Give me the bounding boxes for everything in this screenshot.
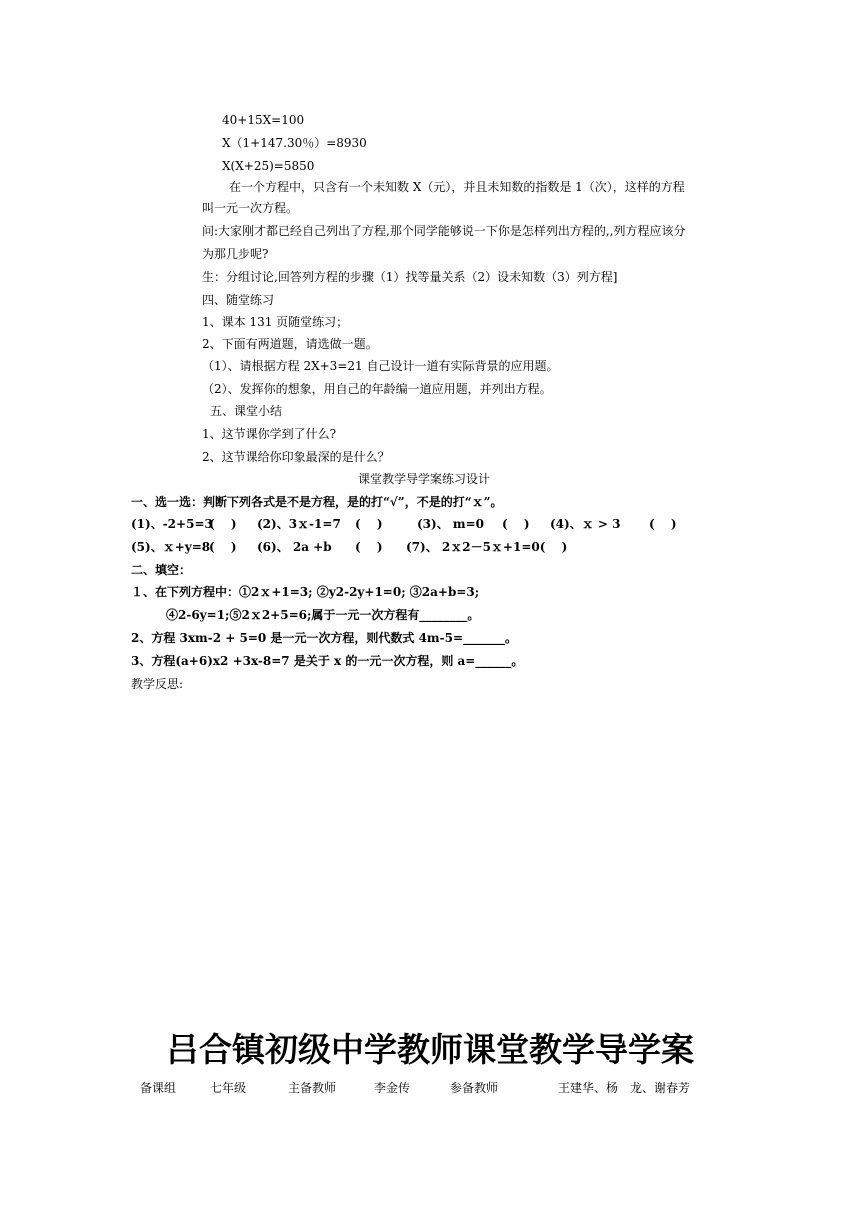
- grade: 七年级: [210, 1081, 247, 1095]
- answer-blank: ( ): [649, 517, 677, 531]
- exercise-item: (4)、ｘ > 3: [550, 517, 621, 531]
- exercise-item: (5)、ｘ+y=8: [131, 540, 211, 554]
- answer-blank: ( ): [355, 540, 383, 554]
- answer-blank: ( ): [355, 517, 383, 531]
- definition-line-1: 在一个方程中，只含有一个未知数 X（元），并且未知数的指数是 1（次），这样的方程: [229, 180, 685, 194]
- exercise-part-one: 一、选一选：判断下列各式是不是方程，是的打“√”，不是的打“ｘ”。: [131, 495, 503, 509]
- exercise-item: (1)、-2+5=3: [131, 517, 213, 531]
- exercise-part-two: 二、填空：: [131, 563, 192, 577]
- definition-line-2: 叫一元一次方程。: [202, 201, 299, 215]
- exercise-row-1: [131, 516, 731, 532]
- equation-1: 40+15X=100: [222, 113, 305, 127]
- equation-2: X（1+147.30％）=8930: [222, 136, 367, 150]
- practice-item-2: 2、下面有两道题，请选做一题。: [202, 337, 378, 351]
- fill-item-3: 3、方程(a+6)x2 +3x-8=7 是关于 x 的一元一次方程，则 a=______。: [131, 654, 524, 668]
- co-teacher-label: 参备教师: [450, 1081, 499, 1095]
- exercise-item: (3)、 m=0: [417, 517, 484, 531]
- fill-item-1-line-2: ④2-6y=1;⑤2ｘ2+5=6;属于一元一次方程有________。: [166, 608, 480, 622]
- practice-option-1: （1）、请根据方程 2X+3=21 自己设计一道有实际背景的应用题。: [202, 359, 559, 373]
- summary-item-2: 2、这节课给你印象最深的是什么？: [202, 450, 390, 464]
- co-teacher-names: 王建华、杨 龙、谢春芳: [558, 1081, 691, 1095]
- equation-3: X(X+25)=5850: [222, 159, 315, 173]
- answer-blank: ( ): [209, 517, 237, 531]
- main-teacher-name: 李金传: [374, 1081, 411, 1095]
- student-answer: 生：分组讨论,回答列方程的步骤（1）找等量关系（2）设未知数（3）列方程]: [202, 270, 618, 284]
- answer-blank: ( ): [209, 540, 237, 554]
- summary-item-1: 1、这节课你学到了什么?: [202, 427, 337, 441]
- section-four-heading: 四、随堂练习: [202, 293, 275, 307]
- teaching-reflection-label: 教学反思:: [131, 677, 184, 691]
- practice-item-1: 1、课本 131 页随堂练习；: [202, 315, 349, 329]
- exercise-item: (6)、 2a +b: [257, 540, 332, 554]
- main-teacher-label: 主备教师: [288, 1081, 337, 1095]
- question-line-1: 问:大家刚才都已经自己列出了方程,那个同学能够说一下你是怎样列出方程的,,列方程应该分: [202, 224, 686, 238]
- section-five-heading: 五、课堂小结: [210, 404, 283, 418]
- question-line-2: 为那几步呢?: [202, 247, 269, 261]
- fill-item-2: 2、方程 3xm-2 + 5=0 是一元一次方程，则代数式 4m-5=_______。: [131, 631, 518, 645]
- fill-item-1-line-1: １、在下列方程中：①2ｘ+1=3; ②y2-2y+1=0; ③2a+b=3;: [131, 585, 480, 599]
- group-label: 备课组: [140, 1081, 177, 1095]
- exercise-item: (7)、 2ｘ2－5ｘ+1=0( ): [406, 540, 568, 554]
- page-title: 吕合镇初级中学教师课堂教学导学案: [166, 1030, 694, 1069]
- exercise-row-2: [131, 539, 731, 555]
- answer-blank: ( ): [502, 517, 530, 531]
- exercise-item: (2)、3ｘ-1=7: [257, 517, 341, 531]
- footer-info: [140, 1080, 740, 1096]
- practice-option-2: （2）、发挥你的想象，用自己的年龄编一道应用题，并列出方程。: [202, 382, 552, 396]
- exercise-design-heading: 课堂教学导学案练习设计: [358, 472, 491, 486]
